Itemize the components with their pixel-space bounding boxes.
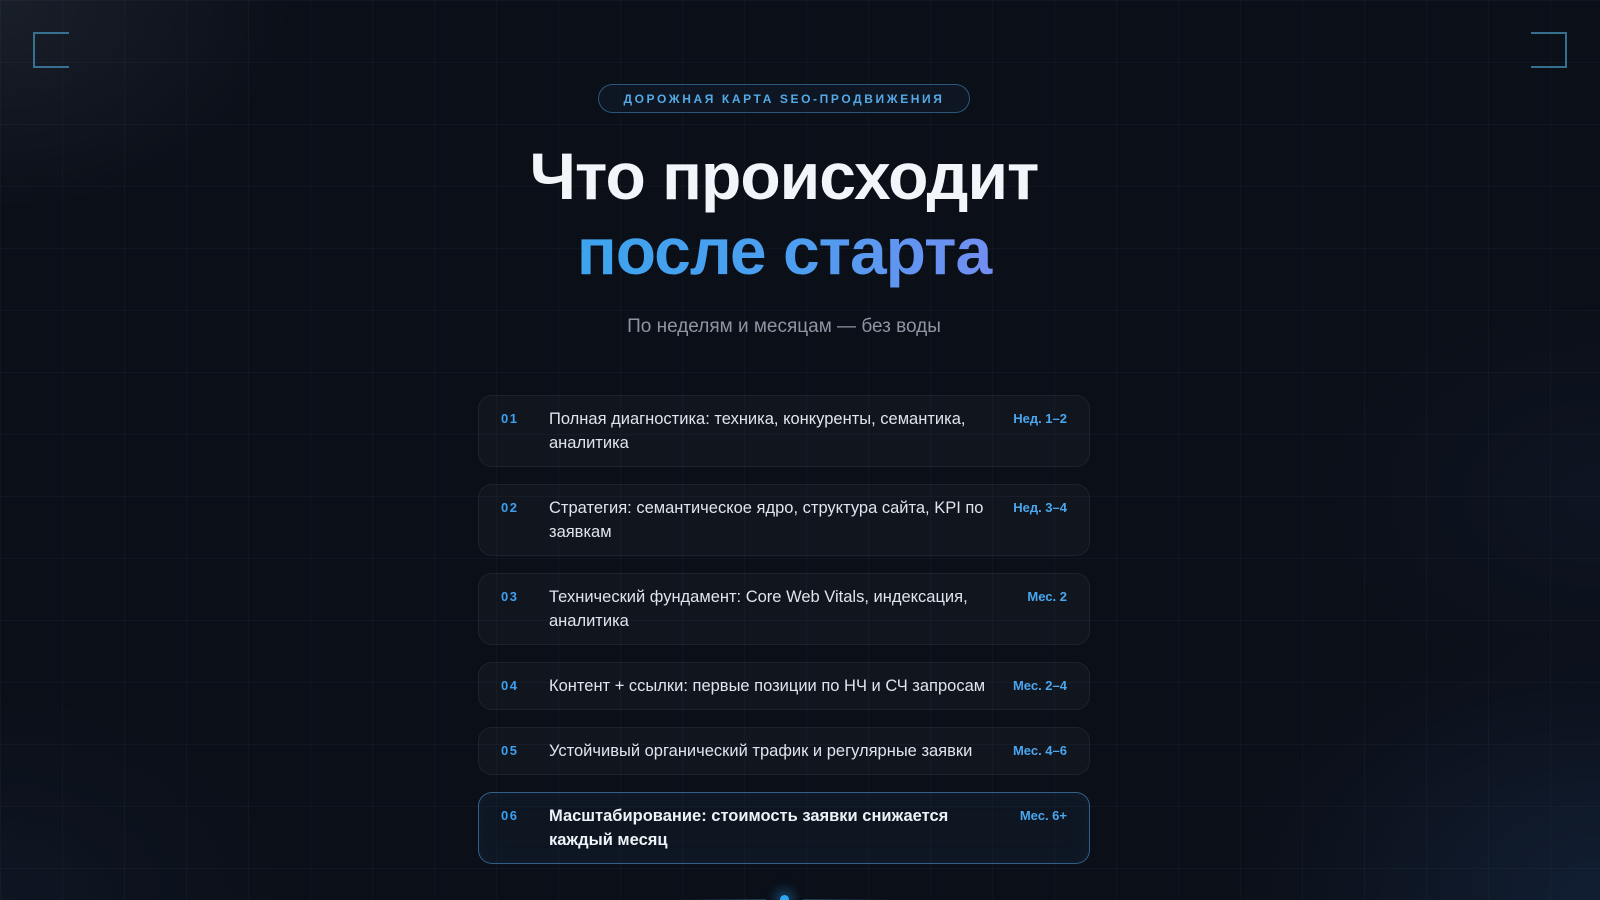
- carousel-dot-active[interactable]: [780, 895, 789, 900]
- item-number: 03: [501, 589, 519, 604]
- roadmap-list: [478, 395, 1090, 864]
- page-title-line1: Что происходит: [529, 139, 1039, 213]
- corner-bracket-top-right-icon: [1531, 32, 1567, 68]
- roadmap-item: [478, 484, 1090, 556]
- item-time-badge: Мес. 4–6: [1012, 743, 1067, 758]
- item-number: 02: [501, 500, 519, 515]
- roadmap-item: [478, 573, 1090, 645]
- item-number: 01: [501, 411, 519, 426]
- item-number: 06: [501, 808, 519, 823]
- roadmap-item: [478, 395, 1090, 467]
- item-time-badge: Мес. 6+: [1019, 808, 1067, 823]
- carousel-pagination: [478, 895, 1090, 900]
- item-text: Стратегия: семантическое ядро, структура сайта, KPI по заявкам: [549, 499, 984, 541]
- item-text: Масштабирование: стоимость заявки снижается каждый месяц: [549, 807, 949, 849]
- section-badge: ДОРОЖНАЯ КАРТА SEO-ПРОДВИЖЕНИЯ: [598, 84, 969, 113]
- page-title-line2: после старта: [478, 214, 1090, 289]
- item-number: 05: [501, 743, 519, 758]
- page-title: [478, 139, 1090, 289]
- item-number: 04: [501, 678, 519, 693]
- item-text: Технический фундамент: Core Web Vitals, индексация, аналитика: [549, 588, 968, 630]
- roadmap-item: [478, 662, 1090, 710]
- item-text: Полная диагностика: техника, конкуренты, семантика, аналитика: [549, 410, 966, 452]
- roadmap-section: [478, 0, 1090, 900]
- item-text: Устойчивый органический трафик и регулярные заявки: [549, 742, 973, 760]
- item-time-badge: Нед. 1–2: [1013, 411, 1067, 426]
- item-text: Контент + ссылки: первые позиции по НЧ и СЧ запросам: [549, 677, 986, 695]
- roadmap-item: [478, 792, 1090, 864]
- item-time-badge: Мес. 2–4: [1012, 678, 1067, 693]
- roadmap-item: [478, 727, 1090, 775]
- page-subtitle: По неделям и месяцам — без воды: [627, 316, 941, 337]
- item-time-badge: Мес. 2: [1027, 589, 1067, 604]
- item-time-badge: Нед. 3–4: [1013, 500, 1067, 515]
- corner-bracket-top-left-icon: [33, 32, 69, 68]
